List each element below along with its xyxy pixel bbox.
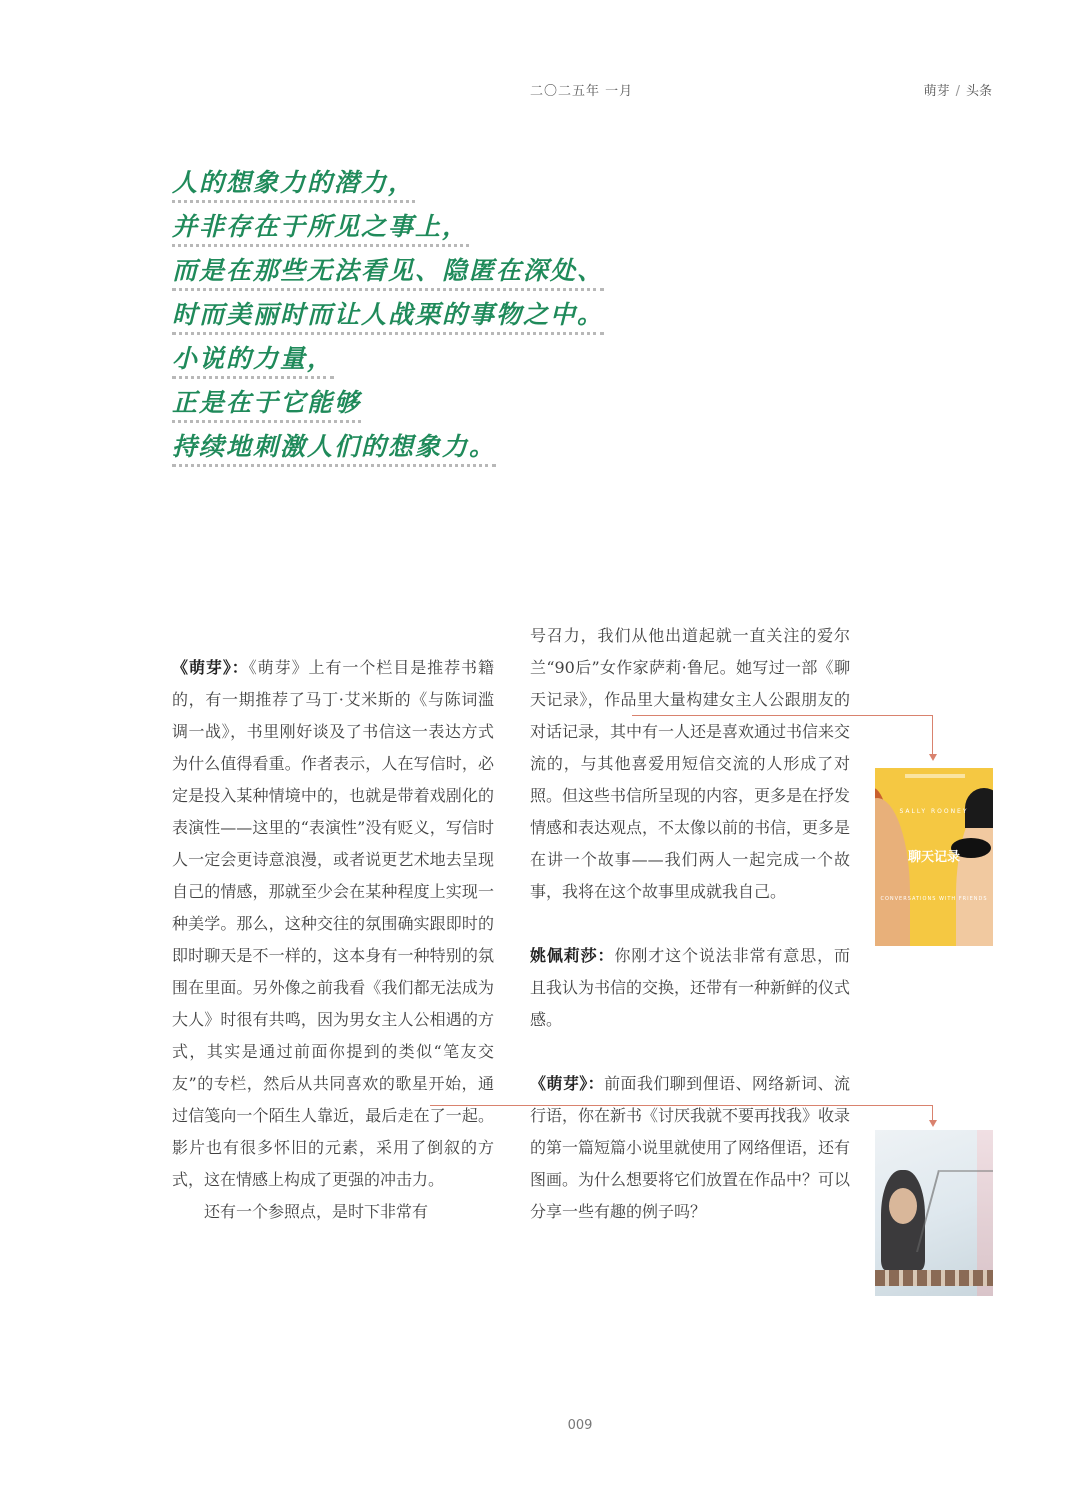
article-column-left — [172, 652, 494, 1228]
paragraph-text: 《萌芽》上有一个栏目是推荐书籍的，有一期推荐了马丁·艾米斯的《与陈词滥调一战》，书里刚好谈及了书信这一表达方式为什么值得看重。作者表示，人在写信时，必定是投入某种情境中的，也就是带着戏剧化的表演性——这里的“表演性”没有贬义，写信时人一定会更诗意浪漫，或者说更艺术地去呈现自己的情感，那就至少会在某种程度上实现一种美学。那么，这种交往的氛围确实跟即时的即时聊天是不一样的，这本身有一种特别的氛围在里面。另外像之前我看《我们都无法成为大人》时很有共鸣，因为男女主人公相遇的方式，其实是通过前面你提到的类似“笔友交友”的专栏，然后从共同喜欢的歌星开始，通过信笺向一个陌生人靠近，最后走在了一起。影片也有很多怀旧的元素，采用了倒叙的方式，这在情感上构成了更强的冲击力。 — [172, 658, 494, 1189]
paragraph-text: 前面我们聊到俚语、网络新词、流行语，你在新书《讨厌我就不要再找我》收录的第一篇短篇小说里就使用了网络俚语，还有图画。为什么想要将它们放置在作品中？可以分享一些有趣的例子吗？ — [530, 1074, 851, 1221]
pull-quote-line: 人的想象力的潜力， — [172, 168, 415, 203]
pull-quote-line: 并非存在于所见之事上， — [172, 212, 469, 247]
section-name: 萌芽 — [923, 84, 950, 99]
pull-quote-line: 时而美丽时而让人战栗的事物之中。 — [172, 300, 604, 335]
callout-arrow-icon — [929, 754, 937, 761]
paragraph-text: 你刚才这个说法非常有意思，而且我认为书信的交换，还带有一种新鲜的仪式感。 — [530, 946, 851, 1029]
pull-quote-line: 持续地刺激人们的想象力。 — [172, 432, 496, 467]
issue-date: 二〇二五年 一月 — [530, 84, 634, 99]
movie-poster-image — [875, 1130, 993, 1296]
interview-paragraph — [530, 1068, 850, 1228]
pull-quote-line: 小说的力量， — [172, 344, 334, 379]
interview-paragraph — [530, 940, 850, 1036]
book-subtitle: CONVERSATIONS WITH FRIENDS — [880, 896, 988, 902]
pull-quote-line: 正是在于它能够 — [172, 388, 361, 423]
speaker-label: 《萌芽》： — [530, 1074, 605, 1093]
callout-line — [932, 715, 933, 755]
page-number: 009 — [567, 1418, 593, 1433]
book-author: SALLY ROONEY — [899, 808, 969, 815]
book-title: 聊天记录 — [907, 850, 960, 865]
interview-paragraph: 还有一个参照点，是时下非常有 — [204, 1202, 429, 1221]
speaker-label: 《萌芽》： — [172, 658, 249, 677]
article-column-right — [530, 620, 850, 1228]
book-cover-image — [875, 768, 993, 946]
page-header — [0, 80, 1080, 100]
callout-line — [430, 1105, 933, 1106]
interview-paragraph — [172, 652, 494, 1196]
paragraph-text: 号召力，我们从他出道起就一直关注的爱尔兰“90后”女作家萨莉·鲁尼。她写过一部《聊天记录》，作品里大量构建女主人公跟朋友的对话记录，其中有一人还是喜欢通过书信来交流的，与其他喜爱用短信交流的人形成了对照。但这些书信所呈现的内容，更多是在抒发情感和表达观点，不太像以前的书信，更多是在讲一个故事——我们两人一起完成一个故事，我将在这个故事里成就我自己。 — [530, 626, 851, 901]
callout-arrow-icon — [929, 1120, 937, 1127]
section-label — [924, 80, 992, 99]
callout-line — [632, 715, 933, 716]
section-subname: 头条 — [965, 84, 992, 99]
pull-quote — [172, 168, 692, 476]
section-separator: / — [955, 84, 960, 99]
callout-line — [932, 1105, 933, 1121]
speaker-label: 姚佩莉莎： — [530, 946, 615, 965]
pull-quote-line: 而是在那些无法看见、隐匿在深处、 — [172, 256, 604, 291]
